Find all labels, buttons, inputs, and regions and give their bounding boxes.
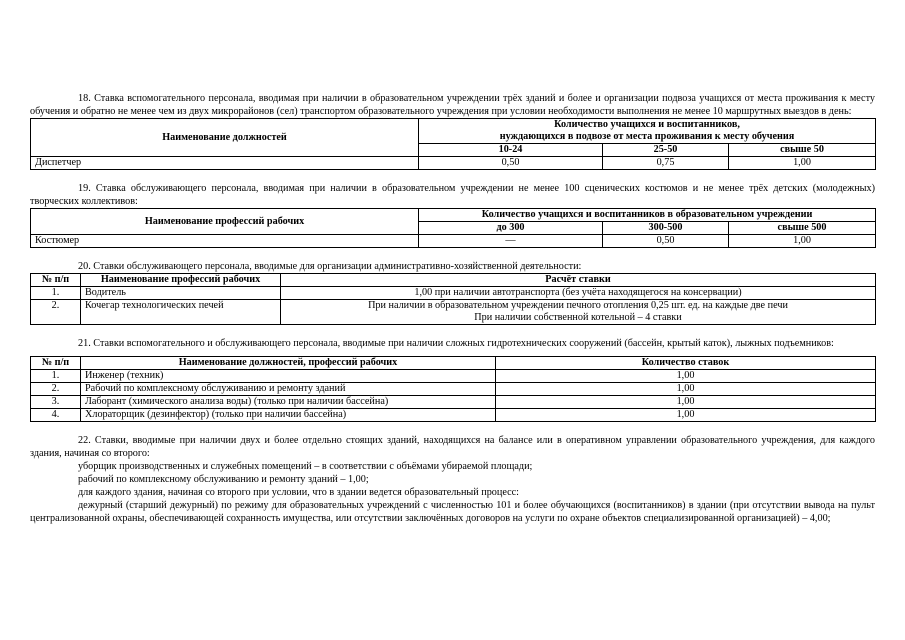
section-22-item-cleaner: уборщик производственных и служебных помещений – в соответствии с объёмами убираемой площади;	[78, 461, 533, 472]
table-20	[30, 273, 876, 325]
table-row: 1. Водитель 1,00 при наличии автотранспорта (без учёта находящегося на консервации)	[31, 287, 876, 300]
table-row: 1. Инженер (техник) 1,00	[31, 370, 876, 383]
table-18-sub-2: 25-50	[603, 144, 729, 157]
table-20-header-name: Наименование профессий рабочих	[81, 274, 281, 287]
table-row: 2. Кочегар технологических печей При наличии в образовательном учреждении печного отопления 0,25 шт. ед. на каждые две печи При наличии собственной котельной – 4 ставки	[31, 300, 876, 325]
table-18-header-count: Количество учащихся и воспитанников, нуждающихся в подвозе от места проживания к месту обучения	[419, 119, 876, 144]
section-22-condition: для каждого здания, начиная со второго при условии, что в здании ведется образовательный процесс:	[78, 487, 519, 498]
table-21-header-name: Наименование должностей, профессий рабочих	[81, 357, 496, 370]
table-row: 3. Лаборант (химического анализа воды) (только при наличии бассейна) 1,00	[31, 396, 876, 409]
table-19-header-count: Количество учащихся и воспитанников в образовательном учреждении	[419, 209, 876, 222]
table-18-header-name: Наименование должностей	[31, 119, 419, 157]
table-19-sub-2: 300-500	[603, 222, 729, 235]
document-page	[30, 92, 875, 525]
table-21	[30, 356, 876, 422]
table-19-header-name: Наименование профессий рабочих	[31, 209, 419, 235]
table-19-sub-1: до 300	[419, 222, 603, 235]
table-row: 4. Хлораторщик (дезинфектор) (только при наличии бассейна) 1,00	[31, 409, 876, 422]
table-21-header-num: № п/п	[31, 357, 81, 370]
table-row: 2. Рабочий по комплексному обслуживанию и ремонту зданий 1,00	[31, 383, 876, 396]
table-18	[30, 118, 876, 170]
table-19-sub-3: свыше 500	[729, 222, 876, 235]
section-20-text: 20. Ставки обслуживающего персонала, вводимые для организации административно-хозяйственной деятельности:	[78, 261, 582, 272]
table-20-header-calc: Расчёт ставки	[281, 274, 876, 287]
table-18-sub-1: 10-24	[419, 144, 603, 157]
section-18-text: 18. Ставка вспомогательного персонала, вводимая при наличии в образовательном учреждении трёх зданий и более и организации подвоза учащихся от места проживания к месту обучения и обратно не менее чем из двух микрорайонов (сел) транспортом образовательного учреждения при условии необходимости выполнения не менее 10 маршрутных выездов в день:	[30, 93, 875, 117]
section-19-text: 19. Ставка обслуживающего персонала, вводимая при наличии в образовательном учреждении не менее 100 сценических костюмов и не менее трёх детских (молодежных) творческих коллективов:	[30, 183, 875, 207]
section-22-item-worker: рабочий по комплексному обслуживанию и ремонту зданий – 1,00;	[78, 474, 369, 485]
table-19	[30, 208, 876, 248]
section-22-item-duty: дежурный (старший дежурный) по режиму для образовательных учреждений с численностью 101 и более обучающихся (воспитанников) в здании (при отсутствии вывода на пульт централизованной охраны, обеспечивающей сохранность имущества, или отсутствии заключённых договоров на услуги по охране объектов специализированной организацией) – 4,00;	[30, 500, 875, 524]
table-18-sub-3: свыше 50	[729, 144, 876, 157]
table-row: Диспетчер 0,50 0,75 1,00	[31, 157, 876, 170]
section-21-text: 21. Ставки вспомогательного и обслуживающего персонала, вводимые при наличии сложных гидротехнических сооружений (бассейн, крытый каток), лыжных подъемников:	[78, 338, 834, 349]
table-21-header-qty: Количество ставок	[496, 357, 876, 370]
table-20-header-num: № п/п	[31, 274, 81, 287]
section-22-text: 22. Ставки, вводимые при наличии двух и более отдельно стоящих зданий, находящихся на балансе или в оперативном управлении образовательного учреждения, для каждого здания, начиная со второго:	[30, 435, 875, 459]
table-row: Костюмер — 0,50 1,00	[31, 235, 876, 248]
